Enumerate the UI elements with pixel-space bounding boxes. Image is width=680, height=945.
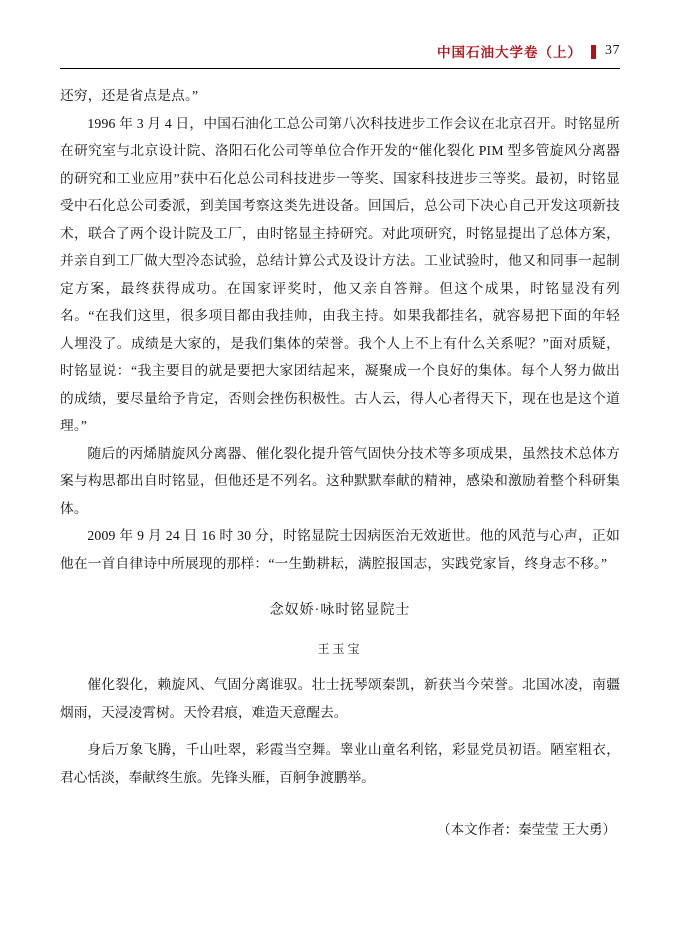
paragraph-later-results: 随后的丙烯腈旋风分离器、催化裂化提升管气固快分技术等多项成果，虽然技术总体方案与构思都出自时铭显，但他还是不列名。这种默默奉献的精神，感染和激励着整个科研集体。 bbox=[60, 445, 620, 516]
header-rule bbox=[60, 68, 620, 69]
poem-author: 王玉宝 bbox=[317, 642, 363, 656]
paragraph-passing: 2009 年 9 月 24 日 16 时 30 分，时铭显院士因病医治无效逝世。他的风范与心声，正如他在一首自律诗中所展现的那样：“一生勤耕耘，满腔报国志，实践党家旨，终身志不移。” bbox=[60, 528, 620, 571]
header-divider-bar bbox=[591, 45, 596, 59]
paragraph-continuation: 还穷，还是省点是点。” bbox=[60, 88, 199, 103]
page-header bbox=[60, 38, 620, 64]
author-credit: （本文作者：秦莹莹 王大勇） bbox=[437, 822, 616, 837]
page-number: 37 bbox=[605, 43, 620, 58]
poem-title: 念奴娇·咏时铭显院士 bbox=[269, 603, 411, 618]
paragraph-1996-award: 1996 年 3 月 4 日，中国石油化工总公司第八次科技进步工作会议在北京召开。时铭显所在研究室与北京设计院、洛阳石化公司等单位合作开发的“催化裂化 PIM 型多管旋风分离器的研究和工业应用”获中石化总公司科技进步一等奖、国家科技进步三等奖。最初，时铭显受中石化总公司委派，到美国考察这类先进设备。回国后，总公司下决心自己开发这项新技术，联合了两个设计院及工厂，由时铭显主持研究。对此项研究，时铭显提出了总体方案，并亲自到工厂做大型冷态试验，总结计算公式及设计方法。工业试验时，他又和同事一起制定方案，最终获得成功。在国家评奖时，他又亲自答辩。但这个成果，时铭显没有列名。“在我们这里，很多项目都由我挂帅，由我主持。如果我都挂名，就容易把下面的年轻人埋没了。成绩是大家的，是我们集体的荣誉。我个人上不上有什么关系呢？”面对质疑，时铭显说：“我主要目的就是要把大家团结起来，凝聚成一个良好的集体。每个人努力做出的成绩，要尽量给予肯定，否则会挫伤积极性。古人云，得人心者得天下，现在也是这个道理。” bbox=[60, 115, 620, 433]
book-title: 中国石油大学卷（上） bbox=[437, 45, 582, 60]
document-body bbox=[60, 82, 620, 843]
poem-stanza-2: 身后万象飞腾，千山吐翠，彩霞当空舞。睾业山童名利铭，彩显党员初语。陋室粗衣，君心恬淡，奉献终生旅。先锋头雁，百舸争渡鹏举。 bbox=[60, 742, 620, 785]
poem-stanza-1: 催化裂化，赖旋风、气固分离谁驭。壮士抚琴颂秦凯，新获当今荣誉。北国冰凌，南疆烟雨，天浸凌霄树。天怜君痕，难造天意醒去。 bbox=[60, 677, 620, 720]
